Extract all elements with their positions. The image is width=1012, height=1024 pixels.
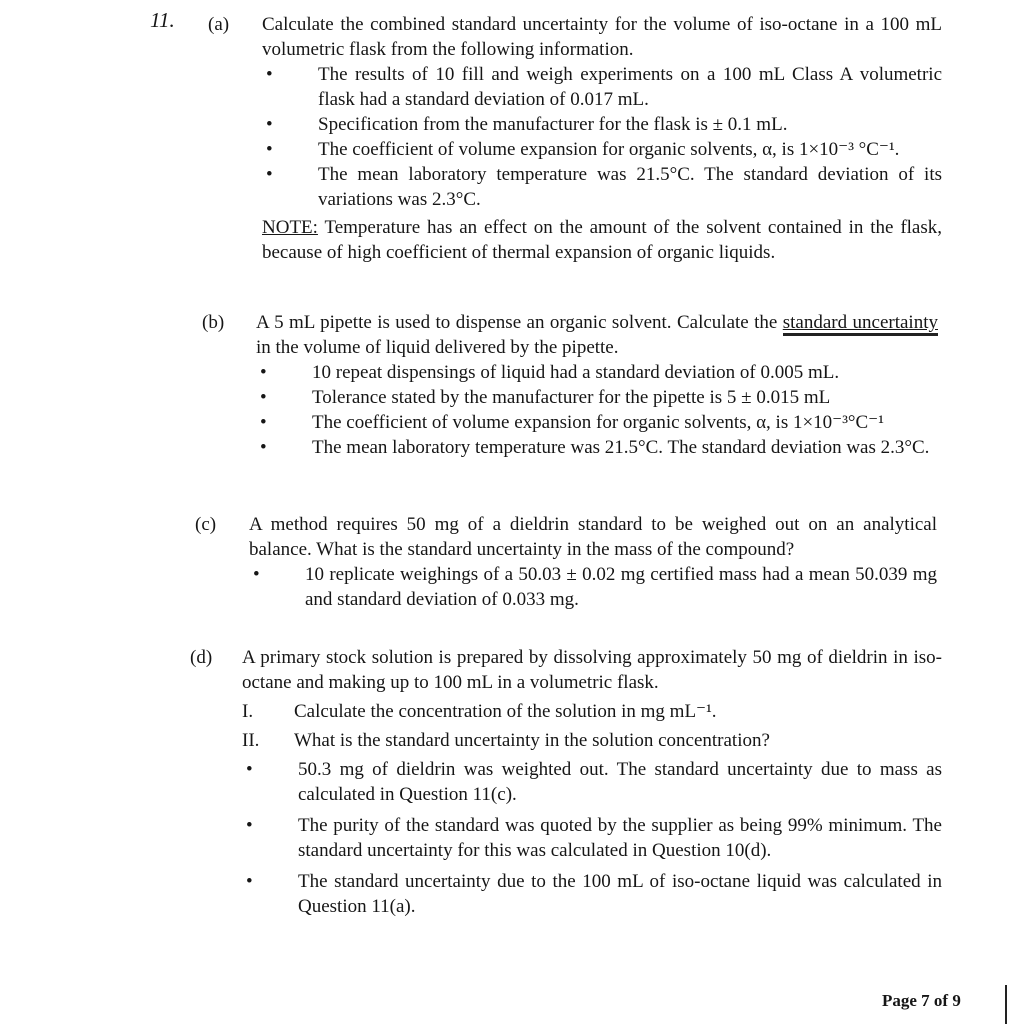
part-d-label: (d) xyxy=(190,647,213,668)
bullet-icon: • xyxy=(260,387,267,408)
bullet-icon: • xyxy=(266,114,273,135)
bullet-text: The coefficient of volume expansion for organic solvents, α, is 1×10⁻³ °C⁻¹. xyxy=(318,139,900,160)
part-b-bullet-4 xyxy=(256,435,938,460)
bullet-icon: • xyxy=(246,815,253,836)
bullet-text: The standard uncertainty due to the 100 mL of iso-octane liquid was calculated in Question 11(a). xyxy=(298,871,942,917)
bullet-text: The mean laboratory temperature was 21.5°C. The standard deviation was 2.3°C. xyxy=(312,437,930,458)
bullet-icon: • xyxy=(266,164,273,185)
bullet-text: 10 repeat dispensings of liquid had a standard deviation of 0.005 mL. xyxy=(312,362,840,383)
part-d-intro: A primary stock solution is prepared by dissolving approximately 50 mg of dieldrin in iso-octane and making up to 100 mL in a volumetric flask. xyxy=(242,647,942,693)
part-a-bullet-2 xyxy=(262,112,942,137)
part-d-bullet-1 xyxy=(242,757,942,807)
item-number: II. xyxy=(242,730,260,751)
bullet-icon: • xyxy=(246,871,253,892)
item-text: What is the standard uncertainty in the solution concentration? xyxy=(294,730,770,751)
part-b-bullet-1 xyxy=(256,360,938,385)
bullet-text: The coefficient of volume expansion for organic solvents, α, is 1×10⁻³°C⁻¹ xyxy=(312,412,884,433)
bullet-text: 50.3 mg of dieldrin was weighted out. The standard uncertainty due to mass as calculated in Question 11(c). xyxy=(298,759,942,805)
part-d-item-2 xyxy=(242,728,942,753)
bullet-text: Tolerance stated by the manufacturer for the pipette is 5 ± 0.015 mL xyxy=(312,387,831,408)
bullet-text: Specification from the manufacturer for the flask is ± 0.1 mL. xyxy=(318,114,788,135)
intro-text-end: in the volume of liquid delivered by the pipette. xyxy=(256,337,619,358)
part-c-label: (c) xyxy=(195,514,217,535)
intro-emphasis: standard uncertainty xyxy=(783,312,938,336)
bullet-icon: • xyxy=(253,564,260,585)
bullet-icon: • xyxy=(266,64,273,85)
item-text: Calculate the concentration of the solution in mg mL⁻¹. xyxy=(294,701,717,722)
part-b-intro xyxy=(256,310,938,360)
bullet-icon: • xyxy=(260,437,267,458)
bullet-text: The purity of the standard was quoted by the supplier as being 99% minimum. The standard uncertainty for this was calculated in Question 10(d). xyxy=(298,815,942,861)
part-b-label: (b) xyxy=(202,312,225,333)
part-b-bullet-3 xyxy=(256,410,938,435)
bullet-text: 10 replicate weighings of a 50.03 ± 0.02 mg certified mass had a mean 50.039 mg and standard deviation of 0.033 mg. xyxy=(305,564,937,610)
question-number: 11. xyxy=(150,8,175,32)
part-c-intro: A method requires 50 mg of a dieldrin standard to be weighed out on an analytical balance. What is the standard uncertainty in the mass of the compound? xyxy=(249,514,937,560)
part-a-bullet-4 xyxy=(262,162,942,212)
part-c-bullet-1 xyxy=(249,562,937,612)
bullet-text: The mean laboratory temperature was 21.5°C. The standard deviation of its variations was 2.3°C. xyxy=(318,164,942,210)
item-number: I. xyxy=(242,701,254,722)
intro-text: A 5 mL pipette is used to dispense an organic solvent. Calculate the xyxy=(256,312,783,333)
part-a-intro: Calculate the combined standard uncertainty for the volume of iso-octane in a 100 mL volumetric flask from the following information. xyxy=(262,14,942,60)
part-a-bullet-3 xyxy=(262,137,942,162)
note-label: NOTE: xyxy=(262,217,318,238)
bullet-icon: • xyxy=(266,139,273,160)
bullet-icon: • xyxy=(260,412,267,433)
part-a-bullet-1 xyxy=(262,62,942,112)
part-d-bullet-3 xyxy=(242,869,942,919)
note-text: Temperature has an effect on the amount of the solvent contained in the flask, because of high coefficient of thermal expansion of organic liquids. xyxy=(262,217,942,263)
part-b-bullet-2 xyxy=(256,385,938,410)
bullet-icon: • xyxy=(246,759,253,780)
page-edge-divider xyxy=(1005,985,1007,1024)
page-number: Page 7 of 9 xyxy=(882,991,961,1010)
part-a-note xyxy=(262,215,942,265)
part-d-bullet-2 xyxy=(242,813,942,863)
part-d-item-1 xyxy=(242,699,942,724)
part-a-label: (a) xyxy=(208,14,230,35)
bullet-icon: • xyxy=(260,362,267,383)
bullet-text: The results of 10 fill and weigh experiments on a 100 mL Class A volumetric flask had a standard deviation of 0.017 mL. xyxy=(318,64,942,110)
